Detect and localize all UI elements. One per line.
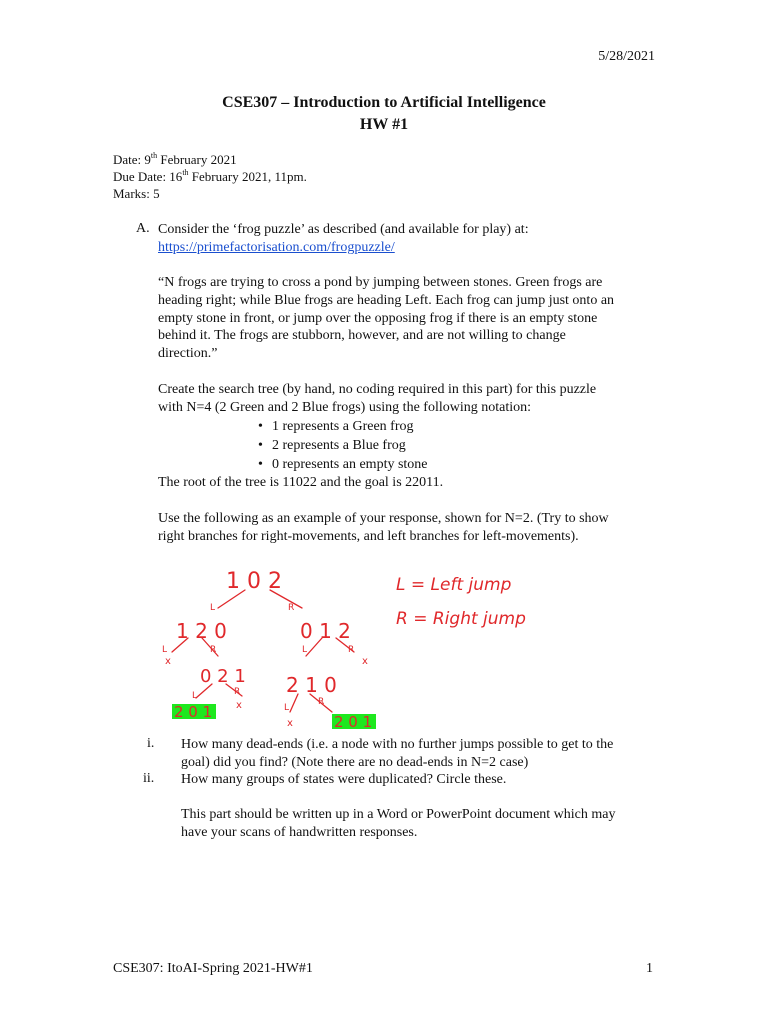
quote-block [158,274,614,363]
tree-node: 1 2 0 [176,619,227,643]
edge-label: L [162,645,168,655]
document-subtitle: HW #1 [359,116,409,133]
question-number: i. [147,736,155,751]
quote-line: direction.” [158,346,218,362]
task-line: Create the search tree (by hand, no coding required in this part) for this puzzle [158,382,597,397]
dead-end-mark: x [287,718,293,729]
edge-label: L [284,703,290,713]
marks: Marks: 5 [113,186,160,201]
list-item: • 2 represents a Blue frog [258,438,406,453]
question-number: ii. [143,771,155,786]
list-item: • 1 represents a Green frog [258,419,414,434]
task-block [158,381,596,417]
header-date: 5/28/2021 [598,49,655,64]
notation-list [258,417,428,474]
edge-label: R [318,697,325,707]
edge-label: R [348,645,355,655]
footer-course: CSE307: ItoAI-Spring 2021-HW#1 [113,961,313,976]
tree-node: 0 2 1 [200,666,246,687]
edge-label: L [210,603,216,613]
edge-label: L [192,691,198,701]
submission-note: This part should be written up in a Word or PowerPoint document which may have your scans of handwritten responses. [181,807,616,840]
example-block [158,510,609,546]
bullet-icon: • [258,457,263,472]
due-date: Due Date: 16th February 2021, 11pm. [113,167,307,184]
task-line: with N=4 (2 Green and 2 Blue frogs) using the following notation: [158,399,532,415]
list-item: • 0 represents an empty stone [258,457,428,472]
legend-left-jump: L = Left jump [396,575,512,595]
question-i: How many dead-ends (i.e. a node with no further jumps possible to get to the goal) did you find? (Note there are no dead-ends in N=2 case) [181,737,614,770]
goal-node: 2 0 1 [174,703,213,721]
intro-text: Consider the ‘frog puzzle’ as described (and available for play) at: [158,222,529,237]
question-letter: A. [136,221,150,236]
quote-line: heading right; while Blue frogs are heading Left. Each frog can jump just onto an [158,292,615,308]
dead-end-mark: x [236,700,242,711]
question-ii: How many groups of states were duplicated? Circle these. [181,772,507,787]
quote-line: empty stone in front, or jump over the opposing frog if there is an empty stone [158,310,598,326]
tree-node-root: 1 0 2 [226,569,282,594]
edge-label: R [288,603,295,613]
edge-label: L [302,645,308,655]
page-number: 1 [646,961,653,976]
bullet-icon: • [258,438,263,453]
assignment-date: Date: 9th February 2021 [113,150,237,167]
goal-node: 2 0 1 [334,713,373,731]
quote-line: behind it. The frogs are stubborn, however, and are not willing to change [158,328,566,344]
bullet-icon: • [258,419,263,434]
dead-end-mark: x [362,656,368,667]
tree-node: 0 1 2 [300,619,351,643]
legend-right-jump: R = Right jump [396,609,526,629]
question-intro [158,221,529,257]
frog-puzzle-link[interactable]: https://primefactorisation.com/frogpuzzle/ [158,239,395,255]
quote-line: “N frogs are trying to cross a pond by jumping between stones. Green frogs are [158,275,603,290]
tree-node: 2 1 0 [286,673,337,697]
handwritten-search-tree [150,560,530,740]
edge-label: R [210,645,217,655]
dead-end-mark: x [165,656,171,667]
document-title: CSE307 – Introduction to Artificial Intelligence [222,94,546,111]
root-goal-line: The root of the tree is 11022 and the goal is 22011. [158,475,444,490]
example-line: Use the following as an example of your response, shown for N=2. (Try to show [158,511,609,526]
example-line: right branches for right-movements, and left branches for left-movements). [158,528,579,544]
edge-label: R [234,687,241,697]
